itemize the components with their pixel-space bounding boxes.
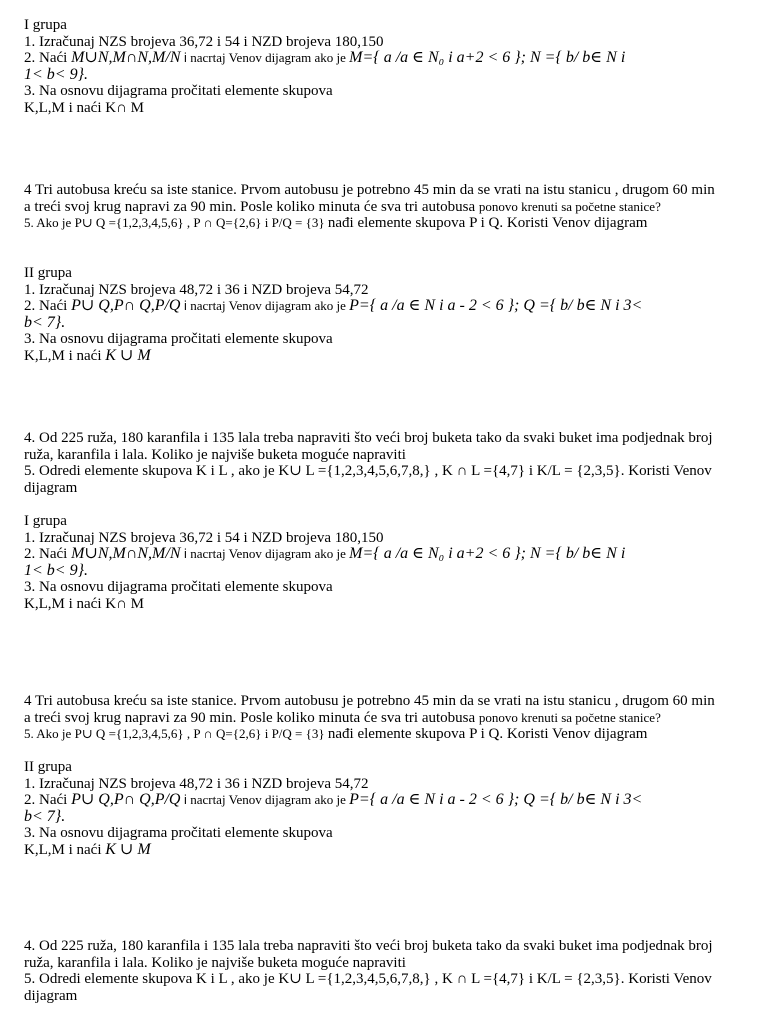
set-definition: P={ a /a ∈ N i a - 2 < 6 }; Q ={ b/ b∈ N i 3< bbox=[349, 791, 643, 808]
group-2-section-repeat bbox=[24, 759, 642, 858]
task-1: 1. Izračunaj NZS brojeva 48,72 i 36 i NZD brojeva 54,72 bbox=[24, 775, 369, 792]
task-3: 3. Na osnovu dijagrama pročitati elemente skupova bbox=[24, 331, 333, 347]
task-3: 3. Na osnovu dijagrama pročitati elemente skupova bbox=[24, 579, 333, 595]
set-definition-cont: b< 7}. bbox=[24, 313, 66, 331]
group-1-task-4-5 bbox=[24, 182, 715, 232]
task-4: 4 Tri autobusa kreću sa iste stanice. Prvom autobusu je potrebno 45 min da se vrati na istu stanicu , drugom 60 min bbox=[24, 182, 715, 198]
group-title: II grupa bbox=[24, 265, 72, 281]
task-5-cont: dijagram bbox=[24, 479, 78, 496]
task-2: 2. Naći P∪ Q,P∩ Q,P/Q i nacrtaj Venov dijagram ako je P={ a /a ∈ N i a - 2 < 6 }; Q ={ b/ b∈ N i 3< bbox=[24, 297, 643, 314]
task-1: 1. Izračunaj NZS brojeva 48,72 i 36 i NZD brojeva 54,72 bbox=[24, 281, 369, 298]
group-1-section bbox=[24, 17, 625, 116]
group-1-section-repeat bbox=[24, 513, 625, 612]
group-title: I grupa bbox=[24, 513, 67, 529]
task-2: 2. Naći M∪N,M∩N,M/N i nacrtaj Venov dijagram ako je M={ a /a ∈ N₀ i a+2 < 6 }; N ={ b/ b∈ N i bbox=[24, 49, 626, 66]
set-definition-cont: b< 7}. bbox=[24, 807, 66, 825]
task-3-cont: K,L,M i naći K ∪ M bbox=[24, 840, 151, 858]
group-2-task-4-5-repeat bbox=[24, 938, 713, 1004]
task-2: 2. Naći P∪ Q,P∩ Q,P/Q i nacrtaj Venov dijagram ako je P={ a /a ∈ N i a - 2 < 6 }; Q ={ b/ b∈ N i 3< bbox=[24, 791, 643, 808]
set-definition: P={ a /a ∈ N i a - 2 < 6 }; Q ={ b/ b∈ N i 3< bbox=[349, 297, 643, 314]
task-5: 5. Ako je P∪ Q ={1,2,3,4,5,6} , P ∩ Q={2,6} i P/Q = {3} nađi elemente skupova P i Q. Koristi Venov dijagram bbox=[24, 726, 648, 742]
task-4-cont: ruža, karanfila i lala. Koliko je najviše buketa moguće napraviti bbox=[24, 954, 406, 971]
task-3-cont: K,L,M i naći K∩ M bbox=[24, 99, 144, 116]
task-1: 1. Izračunaj NZS brojeva 36,72 i 54 i NZD brojeva 180,150 bbox=[24, 33, 384, 50]
set-definition: M={ a /a ∈ N₀ i a+2 < 6 }; N ={ b/ b∈ N i bbox=[349, 49, 626, 66]
task-4-cont: a treći svoj krug napravi za 90 min. Posle koliko minuta će sva tri autobusa ponovo krenuti sa početne stanice? bbox=[24, 198, 661, 215]
task-3: 3. Na osnovu dijagrama pročitati elemente skupova bbox=[24, 825, 333, 841]
set-operations: P∪ Q,P∩ Q,P/Q bbox=[71, 791, 181, 808]
task-3-cont: K,L,M i naći K ∪ M bbox=[24, 346, 151, 364]
set-definition-cont: 1< b< 9}. bbox=[24, 561, 88, 579]
set-definition-cont: 1< b< 9}. bbox=[24, 65, 88, 83]
task-5-cont: dijagram bbox=[24, 987, 78, 1004]
task-4-cont: a treći svoj krug napravi za 90 min. Posle koliko minuta će sva tri autobusa ponovo krenuti sa početne stanice? bbox=[24, 709, 661, 726]
task-3-cont: K,L,M i naći K∩ M bbox=[24, 595, 144, 612]
group-title: II grupa bbox=[24, 759, 72, 775]
group-2-section bbox=[24, 265, 642, 364]
set-operations: M∪N,M∩N,M/N bbox=[71, 49, 181, 66]
task-3: 3. Na osnovu dijagrama pročitati elemente skupova bbox=[24, 83, 333, 99]
set-operations: P∪ Q,P∩ Q,P/Q bbox=[71, 297, 181, 314]
group-1-task-4-5-repeat bbox=[24, 693, 715, 743]
task-4: 4. Od 225 ruža, 180 karanfila i 135 lala treba napraviti što veći broj buketa tako da svaki buket ima podjednak broj bbox=[24, 430, 713, 446]
set-operations: M∪N,M∩N,M/N bbox=[71, 545, 181, 562]
task-5: 5. Ako je P∪ Q ={1,2,3,4,5,6} , P ∩ Q={2,6} i P/Q = {3} nađi elemente skupova P i Q. Koristi Venov dijagram bbox=[24, 215, 648, 231]
task-4: 4. Od 225 ruža, 180 karanfila i 135 lala treba napraviti što veći broj buketa tako da svaki buket ima podjednak broj bbox=[24, 938, 713, 954]
group-title: I grupa bbox=[24, 17, 67, 33]
task-1: 1. Izračunaj NZS brojeva 36,72 i 54 i NZD brojeva 180,150 bbox=[24, 529, 384, 546]
task-2: 2. Naći M∪N,M∩N,M/N i nacrtaj Venov dijagram ako je M={ a /a ∈ N₀ i a+2 < 6 }; N ={ b/ b∈ N i bbox=[24, 545, 626, 562]
task-5: 5. Odredi elemente skupova K i L , ako je K∪ L ={1,2,3,4,5,6,7,8,} , K ∩ L ={4,7} i K/L = {2,3,5}. Koristi Venov bbox=[24, 971, 712, 987]
group-2-task-4-5 bbox=[24, 430, 713, 496]
task-4: 4 Tri autobusa kreću sa iste stanice. Prvom autobusu je potrebno 45 min da se vrati na istu stanicu , drugom 60 min bbox=[24, 693, 715, 709]
task-4-cont: ruža, karanfila i lala. Koliko je najviše buketa moguće napraviti bbox=[24, 446, 406, 463]
task-5: 5. Odredi elemente skupova K i L , ako je K∪ L ={1,2,3,4,5,6,7,8,} , K ∩ L ={4,7} i K/L = {2,3,5}. Koristi Venov bbox=[24, 463, 712, 479]
set-definition: M={ a /a ∈ N₀ i a+2 < 6 }; N ={ b/ b∈ N i bbox=[349, 545, 626, 562]
